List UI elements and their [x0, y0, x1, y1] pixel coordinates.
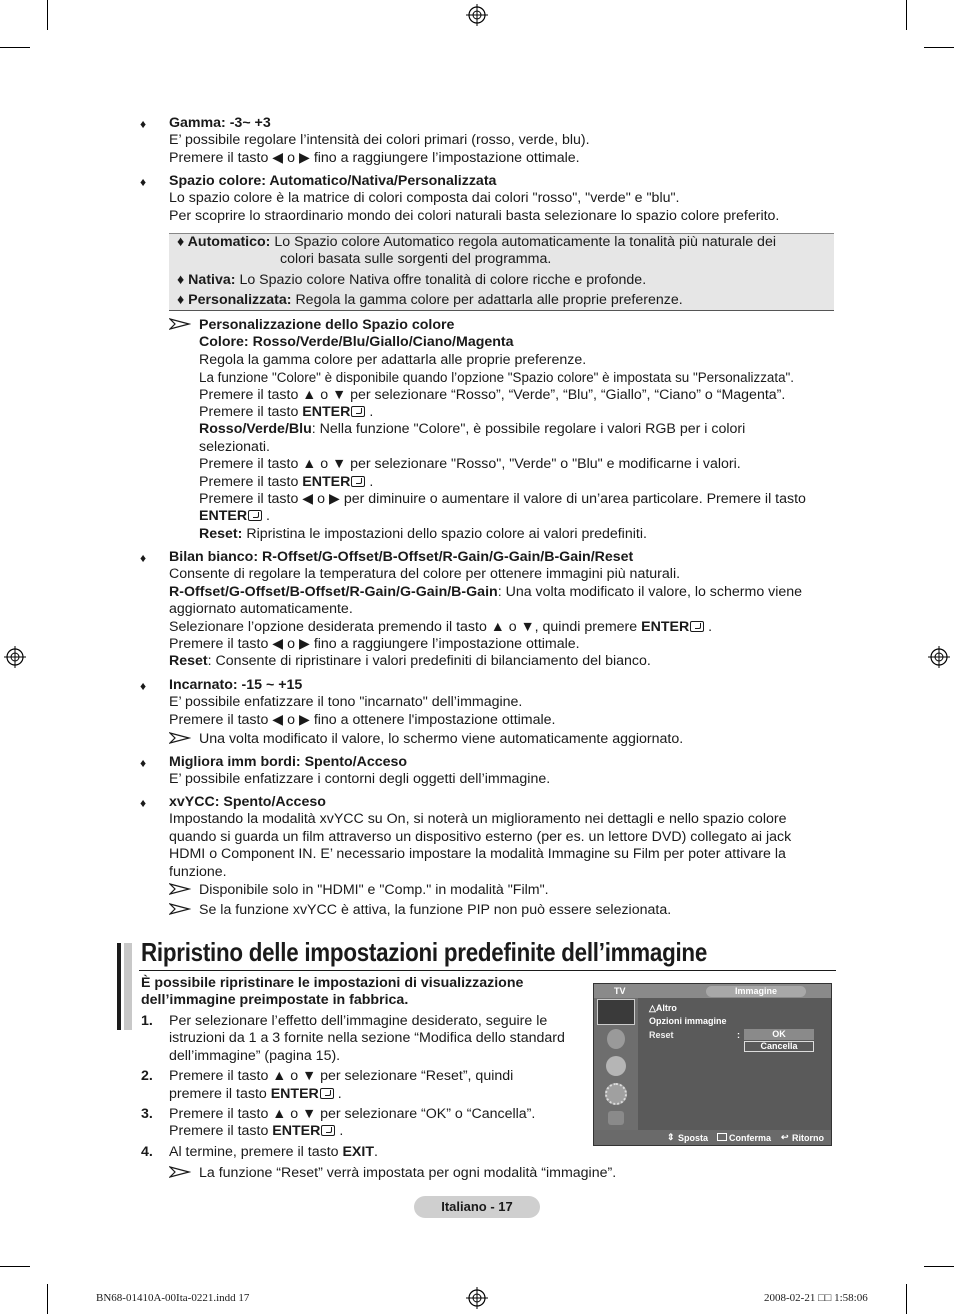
migliora-text: E’ possibile enfatizzare i contorni degli oggetti dell’immagine.	[169, 771, 551, 788]
incarnato-text: E’ possibile enfatizzare il tono "incarnato" dell’immagine.	[169, 694, 523, 711]
heading-bar	[124, 943, 132, 1030]
crop-mark	[47, 1284, 48, 1314]
enter-icon	[351, 406, 365, 417]
bilan-text: Selezionare l’opzione desiderata premendo il tasto ▲ o ▼, quindi premere	[169, 618, 642, 635]
step-number: 3.	[141, 1106, 153, 1123]
note-bold: Rosso/Verde/Blu	[199, 421, 312, 438]
crop-mark	[906, 1284, 907, 1314]
menu-opzioni: Opzioni immagine	[649, 1016, 727, 1026]
note-arrow-icon	[169, 732, 191, 744]
section-heading: Ripristino delle impostazioni predefinite dell’immagine	[141, 937, 708, 967]
crop-mark	[924, 47, 954, 48]
option-text: colori basata sulle sorgenti del programma.	[280, 251, 552, 268]
bullet-icon: ♦	[140, 117, 147, 131]
xvycc-section	[169, 794, 834, 881]
note-text: Premere il tasto	[199, 404, 303, 421]
setup-icon	[605, 1083, 627, 1105]
bullet-icon: ♦	[140, 679, 147, 693]
registration-mark-icon	[466, 1287, 488, 1309]
menu-option-ok[interactable]: OK	[744, 1029, 814, 1040]
step-number: 1.	[141, 1013, 153, 1029]
note-arrow-icon	[169, 1166, 191, 1178]
incarnato-title: Incarnato: -15 ~ +15	[169, 677, 303, 693]
enter-icon	[248, 510, 262, 521]
xvycc-note: Se la funzione xvYCC è attiva, la funzione PIP non può essere selezionata.	[199, 902, 672, 918]
menu-title: Immagine	[706, 986, 806, 997]
step-number: 4.	[141, 1143, 153, 1160]
spazio-text: Lo spazio colore è la matrice di colori composta dai colori "rosso", "verde" e "blu".	[169, 190, 680, 207]
crop-mark	[906, 0, 907, 30]
option-text: Lo Spazio colore Automatico regola automaticamente la tonalità più naturale dei	[274, 234, 776, 250]
step-text: premere il tasto	[169, 1085, 271, 1102]
step-number: 2.	[141, 1068, 153, 1085]
menu-option-cancella[interactable]: Cancella	[744, 1041, 814, 1052]
bilan-section	[169, 549, 834, 671]
heading-rule	[139, 970, 836, 971]
menu-altro[interactable]: △Altro	[649, 1003, 677, 1013]
bullet-icon: ♦	[140, 756, 147, 770]
migliora-section	[169, 754, 834, 789]
step-text: Per selezionare l’effetto dell’immagine desiderato, seguire le	[169, 1013, 548, 1029]
note-bold: Reset:	[199, 525, 243, 542]
option-label: ♦ Personalizzata:	[177, 292, 292, 309]
crop-mark	[924, 1266, 954, 1267]
menu-tv-label: TV	[614, 986, 626, 996]
spazio-section	[169, 173, 834, 225]
menu-conferma: Conferma	[729, 1133, 772, 1143]
color-space-options	[177, 234, 827, 310]
gamma-section	[169, 115, 834, 167]
enter-icon	[717, 1133, 727, 1141]
note-text: Premere il tasto ▲ o ▼ per selezionare "Rosso", "Verde" o "Blu" e modificarne i valori.	[199, 456, 741, 473]
channel-icon	[606, 1056, 626, 1076]
note-arrow-icon	[169, 903, 191, 915]
note-text: Ripristina le impostazioni dello spazio colore ai valori predefiniti.	[242, 525, 647, 542]
menu-footer	[594, 1130, 831, 1145]
spazio-title: Spazio colore: Automatico/Nativa/Personalizzata	[169, 173, 497, 189]
enter-icon	[351, 476, 365, 487]
reset-steps	[141, 1013, 591, 1161]
intro-text: È possibile ripristinare le impostazioni di visualizzazione	[141, 975, 524, 991]
menu-sposta: Sposta	[678, 1133, 709, 1143]
enter-icon	[690, 621, 704, 632]
enter-key: ENTER	[272, 1123, 321, 1140]
move-icon: ⇕	[667, 1132, 675, 1142]
option-text: Regola la gamma colore per adattarla alle proprie preferenze.	[295, 292, 683, 309]
bilan-bold: Reset	[169, 653, 208, 670]
bullet-icon: ♦	[140, 551, 147, 565]
heading-bar	[117, 943, 121, 1030]
tv-menu-screenshot	[593, 983, 832, 1146]
note-text: Premere il tasto	[199, 473, 303, 490]
xvycc-text: quando si guarda un film attraverso un dispositivo esterno (per es. un lettore DVD) collegato ai jack	[169, 828, 792, 845]
option-label: ♦ Nativa:	[177, 271, 236, 288]
enter-icon	[320, 1088, 334, 1099]
xvycc-title: xvYCC: Spento/Acceso	[169, 794, 326, 810]
bilan-text: Consente di regolare la temperatura del colore per ottenere immagini più naturali.	[169, 566, 681, 583]
input-icon	[608, 1111, 624, 1125]
bullet-icon: ♦	[140, 175, 147, 189]
step-text: .	[374, 1143, 378, 1160]
gamma-text: E’ possibile regolare l’intensità dei colori primari (rosso, verde, blu).	[169, 132, 590, 149]
note-text: .	[365, 404, 374, 421]
note-text: La funzione "Colore" è disponibile quando l’opzione "Spazio colore" è impostata su "Personalizzata".	[199, 370, 795, 386]
bilan-text: .	[704, 618, 713, 635]
note-arrow-icon	[169, 318, 191, 330]
menu-ritorno: Ritorno	[792, 1133, 824, 1143]
migliora-title: Migliora imm bordi: Spento/Acceso	[169, 754, 408, 770]
step-text: Premere il tasto ▲ o ▼ per selezionare “OK” o “Cancella”.	[169, 1106, 536, 1123]
bullet-icon: ♦	[140, 796, 147, 810]
bilan-text: aggiornato automaticamente.	[169, 601, 353, 618]
menu-reset[interactable]: Reset	[649, 1030, 674, 1040]
menu-sidebar	[594, 998, 638, 1130]
exit-key: EXIT	[342, 1143, 375, 1160]
crop-mark	[0, 47, 30, 48]
enter-key: ENTER	[302, 473, 351, 490]
incarnato-note: Una volta modificato il valore, lo schermo viene automaticamente aggiornato.	[199, 731, 684, 747]
step-text: Al termine, premere il tasto	[169, 1143, 343, 1160]
reset-note: La funzione “Reset” verrà impostata per ogni modalità “immagine”.	[199, 1165, 617, 1181]
bilan-text: : Una volta modificato il valore, lo schermo viene	[497, 583, 803, 600]
reset-intro	[141, 975, 581, 1010]
enter-key: ENTER	[270, 1085, 319, 1102]
step-text: Premere il tasto	[169, 1123, 273, 1140]
menu-colon: :	[737, 1030, 740, 1040]
step-text: dell’immagine” (pagina 15).	[169, 1047, 341, 1064]
option-text: Lo Spazio colore Nativa offre tonalità di colore ricche e profonde.	[239, 271, 647, 288]
note-title: Colore: Rosso/Verde/Blu/Giallo/Ciano/Magenta	[199, 334, 514, 351]
step-text: istruzioni da 1 a 3 fornite nella sezione “Modifica dello standard	[169, 1030, 565, 1047]
crop-mark	[47, 0, 48, 30]
note-text: .	[365, 473, 374, 490]
sound-icon	[607, 1029, 625, 1049]
step-text: .	[335, 1123, 344, 1140]
bilan-bold: R-Offset/G-Offset/B-Offset/R-Gain/G-Gain/B-Gain	[169, 583, 498, 600]
page-number: Italiano - 17	[414, 1196, 540, 1218]
xvycc-note: Disponibile solo in "HDMI" e "Comp." in modalità "Film".	[199, 882, 549, 898]
picture-icon	[597, 999, 635, 1025]
enter-key: ENTER	[199, 508, 248, 525]
note-text: .	[262, 508, 270, 525]
return-icon: ↩	[781, 1132, 789, 1142]
bilan-text: : Consente di ripristinare i valori predefiniti di bilanciamento del bianco.	[207, 653, 651, 670]
registration-mark-icon	[466, 4, 488, 26]
option-label: ♦ Automatico:	[177, 234, 271, 250]
registration-mark-icon	[928, 646, 950, 668]
incarnato-section	[169, 677, 834, 729]
incarnato-text: Premere il tasto ◀ o ▶ fino a ottenere l'impostazione ottimale.	[169, 711, 556, 728]
step-text: Premere il tasto ▲ o ▼ per selezionare “Reset”, quindi	[169, 1068, 514, 1085]
note-text: selezionati.	[199, 438, 270, 455]
footer-filename: BN68-01410A-00Ita-0221.indd 17	[96, 1292, 250, 1304]
gamma-title: Gamma: -3~ +3	[169, 115, 271, 131]
xvycc-text: Impostando la modalità xvYCC su On, si noterà un miglioramento nei dettagli e nello spazio colore	[169, 811, 787, 828]
footer-date: 2008-02-21 □□ 1:58:06	[764, 1292, 868, 1304]
gamma-text: Premere il tasto ◀ o ▶ fino a raggiungere l’impostazione ottimale.	[169, 149, 580, 166]
spazio-text: Per scoprire lo straordinario mondo dei colori naturali basta selezionare lo spazio colore preferito.	[169, 207, 780, 224]
xvycc-text: HDMI o Component IN. E’ necessario impostare la modalità Immagine su Film per poter attivare la	[169, 846, 786, 863]
note-text: Regola la gamma colore per adattarla alle proprie preferenze.	[199, 351, 587, 368]
enter-key: ENTER	[641, 618, 690, 635]
registration-mark-icon	[4, 646, 26, 668]
note-title: Personalizzazione dello Spazio colore	[199, 317, 455, 333]
crop-mark	[0, 1266, 30, 1267]
intro-text: dell’immagine preimpostate in fabbrica.	[141, 992, 409, 1009]
enter-key: ENTER	[302, 404, 351, 421]
bilan-title: Bilan bianco: R-Offset/G-Offset/B-Offset/R-Gain/G-Gain/B-Gain/Reset	[169, 549, 634, 565]
note-arrow-icon	[169, 883, 191, 895]
xvycc-text: funzione.	[169, 863, 227, 880]
step-text: .	[333, 1085, 342, 1102]
enter-icon	[321, 1125, 335, 1136]
note-text: Premere il tasto ◀ o ▶ per diminuire o aumentare il valore di un’area particolare. Premere il tasto	[199, 491, 806, 508]
note-text: Premere il tasto ▲ o ▼ per selezionare “Rosso”, “Verde”, “Blu”, “Giallo”, “Ciano” o “Magenta”.	[199, 386, 786, 403]
personalization-note	[199, 317, 839, 543]
note-text: : Nella funzione "Colore", è possibile regolare i valori RGB per i colori	[311, 421, 746, 438]
bilan-text: Premere il tasto ◀ o ▶ fino a raggiungere l’impostazione ottimale.	[169, 636, 580, 653]
